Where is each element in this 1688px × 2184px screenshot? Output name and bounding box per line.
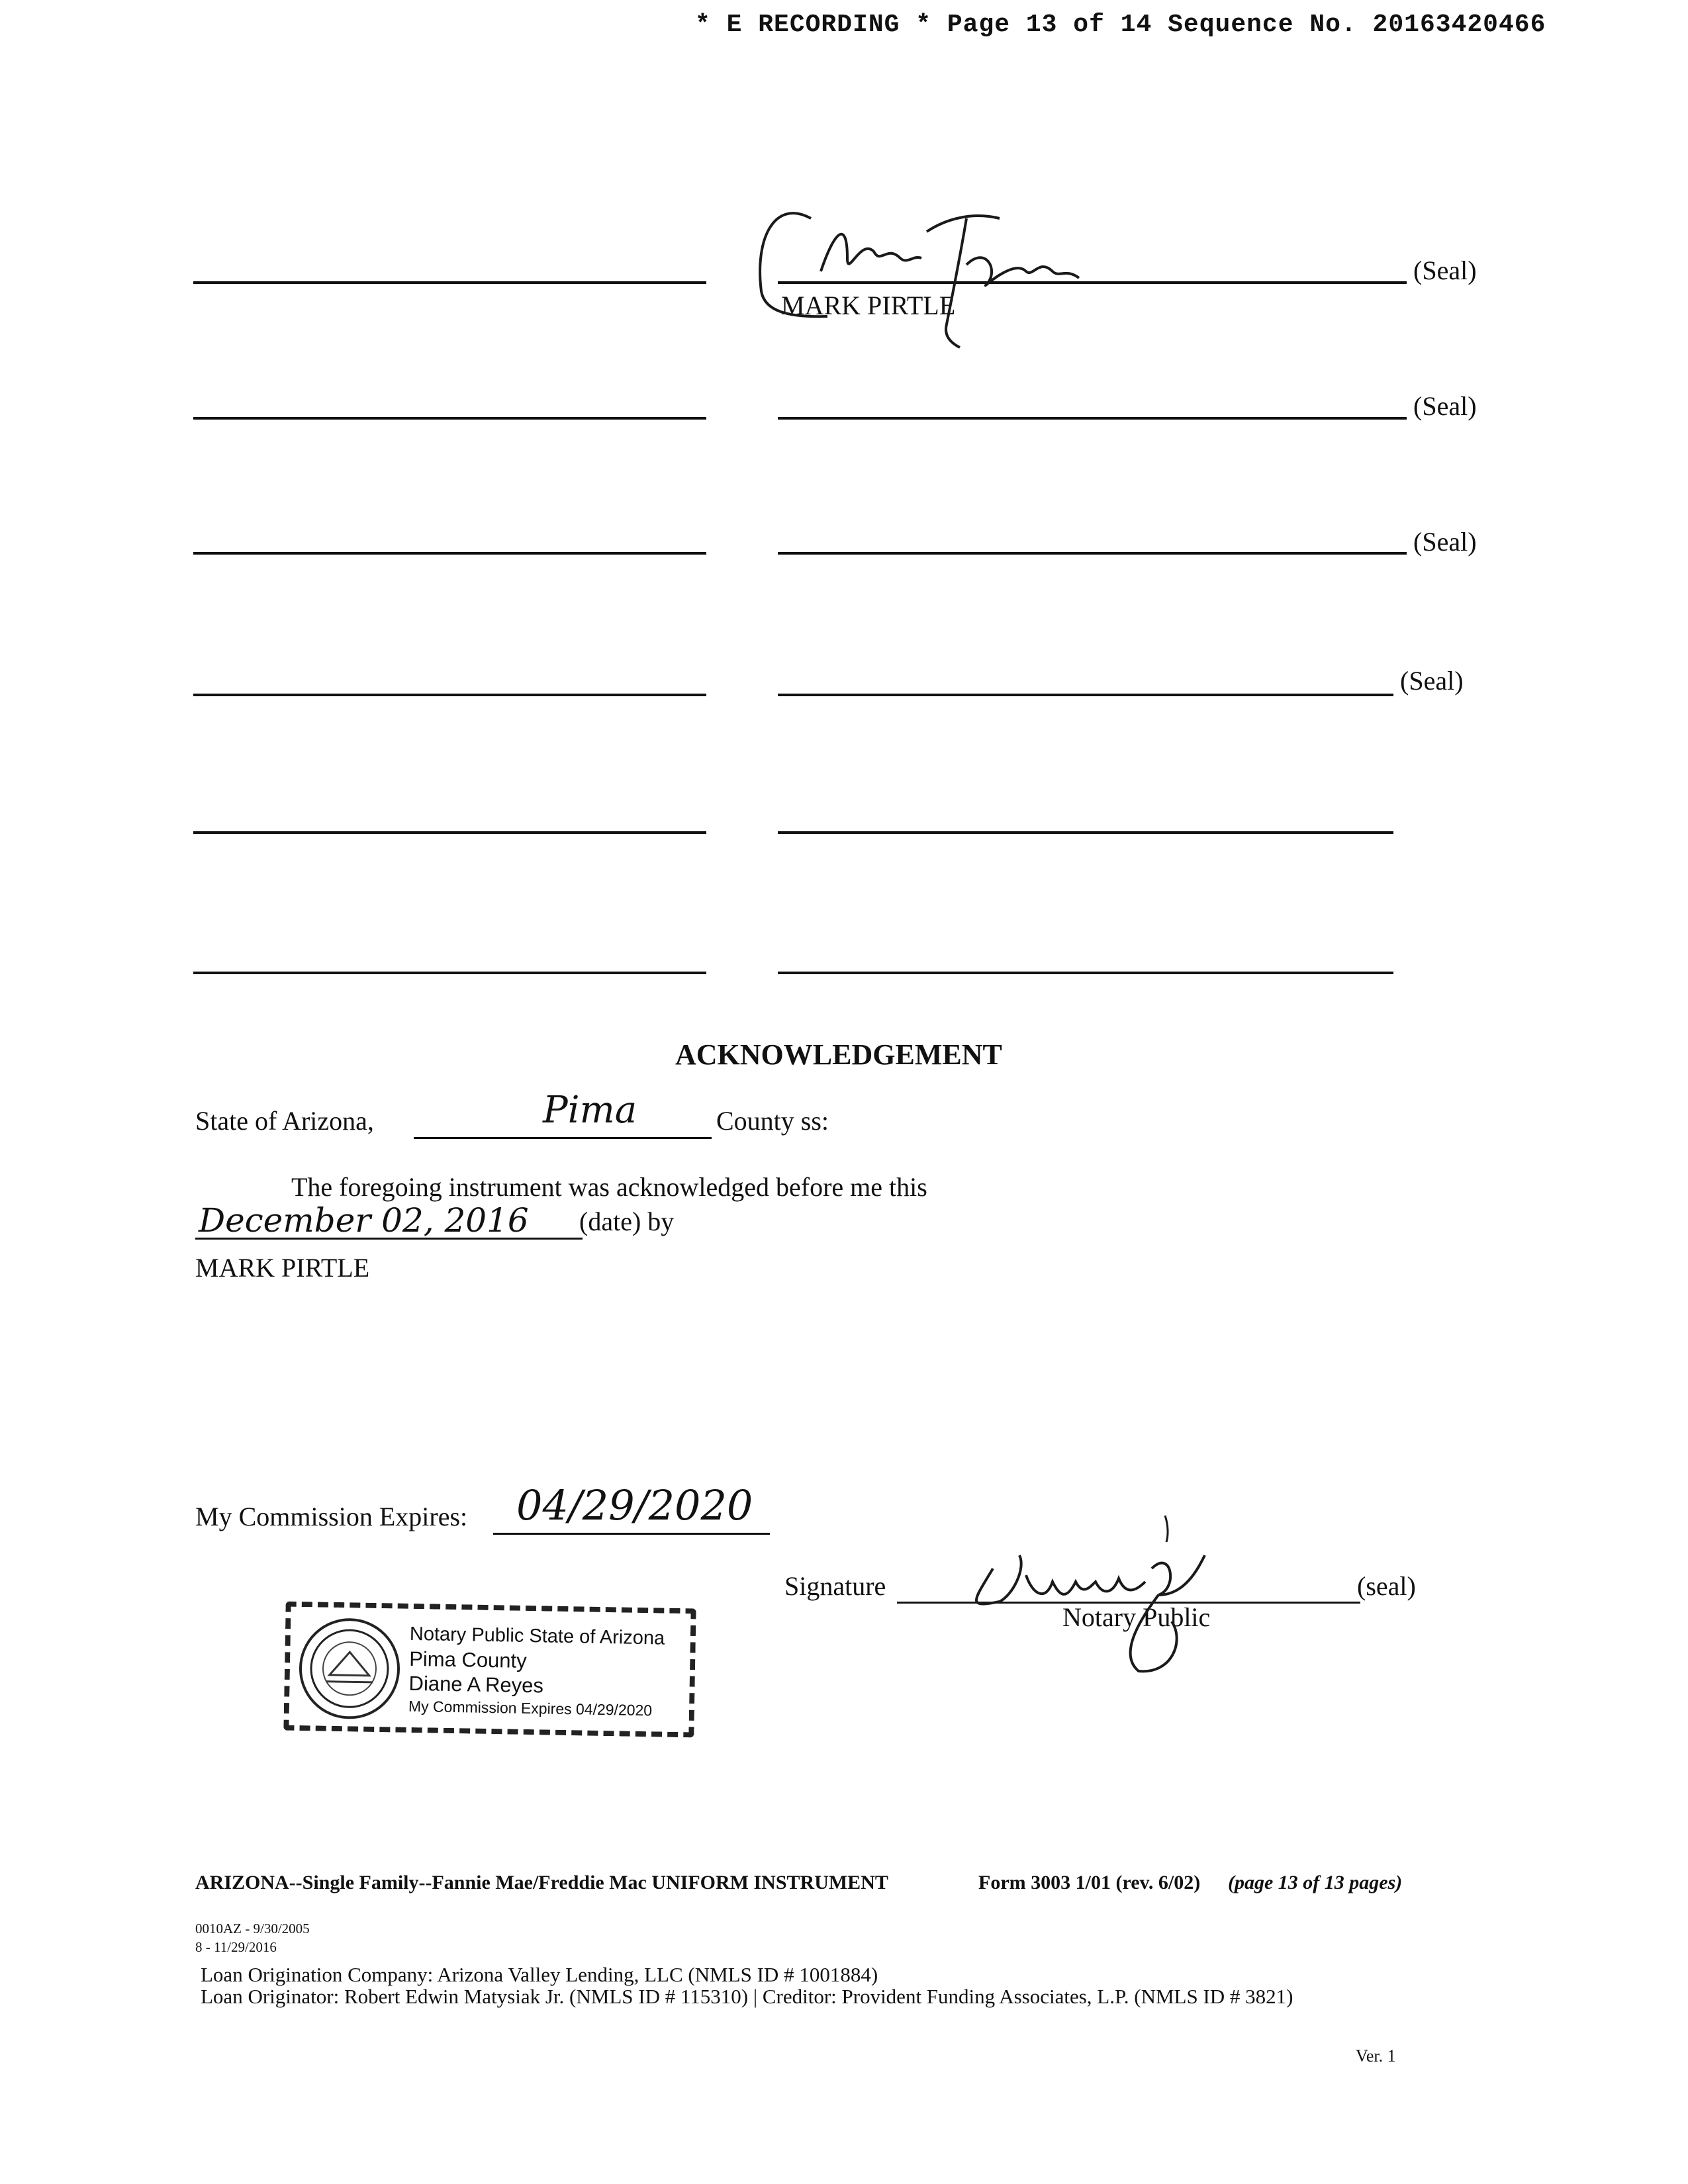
footer-origination-company: Loan Origination Company: Arizona Valley Lending, LLC (NMLS ID # 1001884) (201, 1963, 878, 1986)
footer-instrument: ARIZONA--Single Family--Fannie Mae/Freddie Mac UNIFORM INSTRUMENT (195, 1872, 888, 1893)
acknowledged-by-name: MARK PIRTLE (195, 1253, 370, 1283)
seal-label-3: (Seal) (1413, 527, 1477, 557)
date-handwritten: December 02, 2016 (199, 1201, 529, 1240)
recording-header: * E RECORDING * Page 13 of 14 Sequence No. 20163420466 (695, 11, 1546, 39)
acknowledgement-body: The foregoing instrument was acknowledged before me this (291, 1172, 927, 1202)
state-seal-icon (296, 1615, 404, 1723)
commission-label: My Commission Expires: (195, 1502, 468, 1531)
signature-line-left-5 (193, 831, 706, 834)
signature-line-right-2 (778, 417, 1407, 420)
notary-stamp (283, 1602, 696, 1738)
footer-code-2: 8 - 11/29/2016 (195, 1939, 277, 1955)
seal-label-1: (Seal) (1413, 255, 1477, 285)
acknowledgement-title: ACKNOWLEDGEMENT (675, 1038, 1002, 1071)
signature-line-right-6 (778, 972, 1393, 974)
signature-label: Signature (784, 1571, 886, 1601)
notary-signature (953, 1502, 1258, 1674)
seal-label-2: (Seal) (1413, 391, 1477, 421)
signature-line-left-3 (193, 552, 706, 555)
borrower-name: MARK PIRTLE (781, 291, 956, 320)
signature-line-right-4 (778, 694, 1393, 696)
footer-originator: Loan Originator: Robert Edwin Matysiak Jr. (NMLS ID # 115310) | Creditor: Provident Funding Associates, L.P. (NMLS ID # 3821) (201, 1985, 1293, 2008)
signature-line-left-1 (193, 281, 706, 284)
footer-page-info: (page 13 of 13 pages) (1228, 1872, 1403, 1893)
state-label: State of Arizona, (195, 1106, 374, 1136)
county-line (414, 1137, 712, 1139)
commission-line (493, 1533, 770, 1535)
borrower-signature (748, 192, 1119, 351)
signature-line-right-5 (778, 831, 1393, 834)
seal-label-4: (Seal) (1400, 666, 1464, 696)
stamp-line-2: Pima County (408, 1647, 528, 1672)
signature-line-right-3 (778, 552, 1407, 555)
county-handwritten: Pima (543, 1089, 637, 1132)
stamp-line-4: My Commission Expires 04/29/2020 (408, 1697, 653, 1719)
footer-code-1: 0010AZ - 9/30/2005 (195, 1921, 310, 1936)
notary-title: Notary Public (1062, 1602, 1211, 1632)
date-suffix: (date) by (579, 1206, 675, 1236)
signature-line-left-2 (193, 417, 706, 420)
seal-lower: (seal) (1357, 1571, 1416, 1601)
county-suffix: County ss: (716, 1106, 829, 1136)
signature-line-left-6 (193, 972, 706, 974)
footer-version: Ver. 1 (1356, 2046, 1396, 2066)
footer-form-number: Form 3003 1/01 (rev. 6/02) (978, 1872, 1201, 1893)
commission-handwritten: 04/29/2020 (516, 1481, 753, 1529)
stamp-line-3: Diane A Reyes (408, 1671, 544, 1698)
stamp-line-1: Notary Public State of Arizona (409, 1623, 665, 1649)
signature-line-left-4 (193, 694, 706, 696)
